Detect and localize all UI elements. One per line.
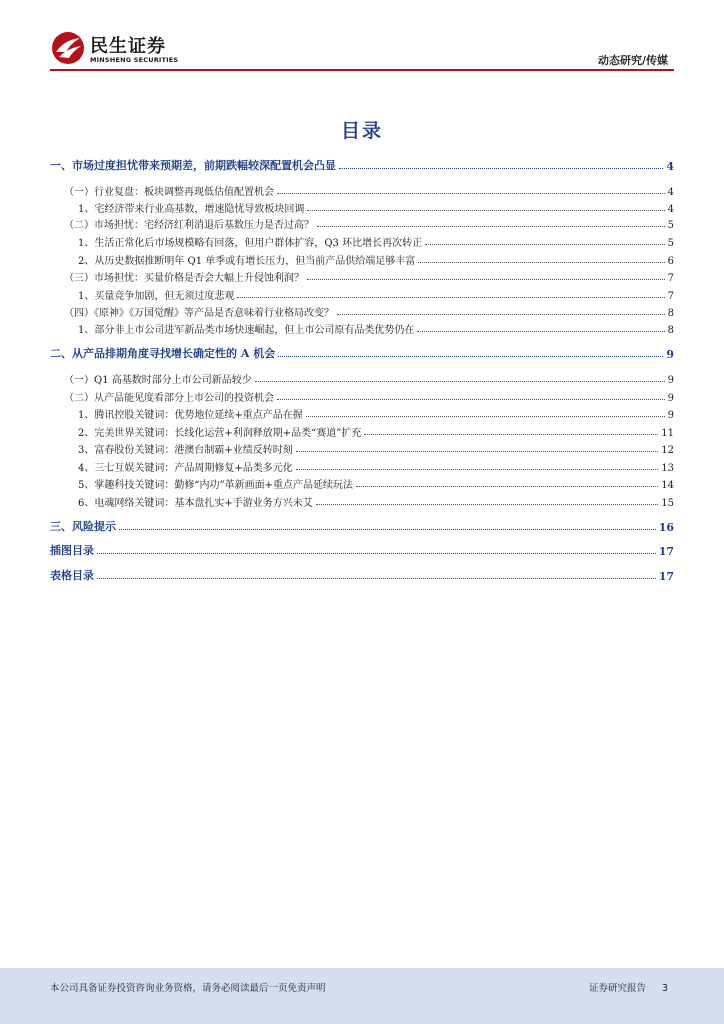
dot-leader bbox=[425, 244, 665, 245]
toc-entry-title: 插图目录 bbox=[50, 544, 94, 557]
footer-report-type: 证券研究报告 bbox=[588, 983, 646, 994]
dot-leader bbox=[337, 314, 665, 315]
header-divider bbox=[50, 69, 674, 71]
toc-entry-page: 15 bbox=[661, 498, 674, 509]
toc-entry-page: 4 bbox=[666, 160, 674, 173]
dot-leader bbox=[237, 297, 664, 298]
toc-entry-page: 13 bbox=[661, 463, 674, 474]
toc-entry[interactable] bbox=[50, 540, 674, 558]
toc-entry[interactable] bbox=[50, 318, 674, 336]
toc-entry[interactable] bbox=[50, 213, 674, 231]
toc-entry[interactable] bbox=[50, 473, 674, 491]
toc-entry-page: 4 bbox=[667, 204, 674, 215]
toc-entry-title: 三、风险提示 bbox=[50, 520, 116, 533]
dot-leader bbox=[307, 210, 664, 211]
toc-entry-page: 11 bbox=[661, 428, 674, 439]
footer-info bbox=[573, 980, 668, 994]
toc-entry[interactable] bbox=[50, 284, 674, 302]
toc-entry-page: 8 bbox=[667, 325, 674, 336]
toc-entry-page: 9 bbox=[666, 348, 674, 361]
toc-entry[interactable] bbox=[50, 301, 674, 319]
page-header bbox=[0, 0, 724, 72]
dot-leader bbox=[317, 226, 665, 227]
logo-english-text: MINSHENG SECURITIES bbox=[90, 56, 179, 64]
toc-entry[interactable] bbox=[50, 516, 674, 534]
toc-entry-page: 7 bbox=[667, 273, 674, 284]
dot-leader bbox=[296, 469, 659, 470]
toc-entry[interactable] bbox=[50, 231, 674, 249]
toc-entry[interactable] bbox=[50, 155, 674, 173]
toc-entry-page: 12 bbox=[661, 445, 674, 456]
toc-entry-title: 二、从产品排期角度寻找增长确定性的 A 机会 bbox=[50, 347, 276, 360]
toc-entry-title: 1、生活正常化后市场规模略有回落，但用户群体扩容，Q3 环比增长再次转正 bbox=[78, 238, 423, 249]
toc-entry[interactable] bbox=[50, 180, 674, 198]
toc-entry[interactable] bbox=[50, 438, 674, 456]
toc-entry-title: （二）从产品能见度看部分上市公司的投资机会 bbox=[64, 393, 274, 404]
toc-entry[interactable] bbox=[50, 249, 674, 267]
toc-entry-page: 14 bbox=[661, 480, 674, 491]
toc-entry-page: 8 bbox=[667, 308, 674, 319]
toc-entry[interactable] bbox=[50, 456, 674, 474]
toc-entry-title: 一、市场过度担忧带来预期差，前期跌幅较深配置机会凸显 bbox=[50, 159, 336, 172]
toc-entry-title: 5、掌趣科技关键词：勤修“内功”革新画面+重点产品延续玩法 bbox=[78, 480, 353, 491]
dot-leader bbox=[277, 193, 665, 194]
toc-entry[interactable] bbox=[50, 403, 674, 421]
dot-leader bbox=[97, 578, 656, 579]
dot-leader bbox=[418, 262, 664, 263]
toc-entry-title: 2、完美世界关键词：长线化运营+利润释放期+品类“赛道”扩充 bbox=[78, 428, 362, 439]
dot-leader bbox=[255, 381, 665, 382]
toc-entry-title: 2、从历史数据推断明年 Q1 单季或有增长压力，但当前产品供给端足够丰富 bbox=[78, 256, 416, 267]
toc-entry-page: 4 bbox=[667, 187, 674, 198]
toc-entry-page: 17 bbox=[658, 545, 674, 558]
toc-entry-page: 9 bbox=[667, 375, 674, 386]
toc-entry[interactable] bbox=[50, 421, 674, 439]
toc-entry-title: （二）市场担忧：宅经济红利消退后基数压力是否过高？ bbox=[64, 220, 314, 231]
toc-entry-page: 17 bbox=[658, 570, 674, 583]
dot-leader bbox=[278, 356, 663, 357]
toc-entry-title: （三）市场担忧：买量价格是否会大幅上升侵蚀利润？ bbox=[64, 273, 304, 284]
dot-leader bbox=[356, 486, 658, 487]
report-category: 动态研究/传媒 bbox=[597, 54, 668, 67]
page-title: 目录 bbox=[340, 120, 383, 142]
toc-entry[interactable] bbox=[50, 343, 674, 361]
toc-entry-title: （四）《原神》《万国觉醒》等产品是否意味着行业格局改变？ bbox=[64, 308, 334, 319]
toc-entry-title: 表格目录 bbox=[50, 569, 94, 582]
toc-entry-page: 6 bbox=[667, 256, 674, 267]
toc-entry-title: 1、买量竞争加剧，但无须过度悲观 bbox=[78, 291, 235, 302]
toc-entry[interactable] bbox=[50, 565, 674, 583]
dot-leader bbox=[306, 416, 665, 417]
toc-entry-page: 5 bbox=[667, 238, 674, 249]
toc-entry-title: （一）Q1 高基数时部分上市公司新品较少 bbox=[64, 375, 252, 386]
logo-emblem-icon bbox=[50, 30, 86, 66]
company-logo bbox=[50, 30, 220, 70]
toc-entry-title: 6、电魂网络关键词：基本盘扎实+手游业务方兴未艾 bbox=[78, 498, 313, 509]
toc-entry[interactable] bbox=[50, 491, 674, 509]
toc-entry-title: 3、富春股份关键词：港澳台制霸+业绩反转时刻 bbox=[78, 445, 293, 456]
toc-entry[interactable] bbox=[50, 266, 674, 284]
page-footer bbox=[0, 968, 724, 1024]
toc-entry-title: 1、宅经济带来行业高基数，增速隐忧导致板块回调 bbox=[78, 204, 305, 215]
dot-leader bbox=[307, 279, 665, 280]
toc-entry-page: 9 bbox=[667, 393, 674, 404]
toc-entry[interactable] bbox=[50, 386, 674, 404]
logo-chinese-text: 民生证券 bbox=[90, 36, 166, 57]
toc-entry-page: 5 bbox=[667, 220, 674, 231]
toc-entry-title: 1、部分非上市公司进军新品类市场快速崛起，但上市公司原有品类优势仍在 bbox=[78, 325, 415, 336]
toc-entry-title: 4、三七互娱关键词：产品周期修复+品类多元化 bbox=[78, 463, 293, 474]
toc-entry-title: 1、腾讯控股关键词：优势地位延续+重点产品在握 bbox=[78, 410, 303, 421]
dot-leader bbox=[316, 504, 659, 505]
dot-leader bbox=[97, 553, 656, 554]
toc-entry-title: （一）行业复盘：板块调整再现低估值配置机会 bbox=[64, 187, 274, 198]
toc-entry[interactable] bbox=[50, 368, 674, 386]
dot-leader bbox=[277, 399, 665, 400]
toc-entry-page: 7 bbox=[667, 291, 674, 302]
toc-entry-page: 16 bbox=[658, 521, 674, 534]
toc-entry-page: 9 bbox=[667, 410, 674, 421]
dot-leader bbox=[119, 529, 656, 530]
footer-page-number: 3 bbox=[661, 983, 668, 994]
dot-leader bbox=[364, 434, 658, 435]
footer-disclaimer: 本公司具备证券投资咨询业务资格，请务必阅读最后一页免责声明 bbox=[50, 983, 326, 994]
dot-leader bbox=[339, 168, 663, 169]
dot-leader bbox=[417, 331, 664, 332]
dot-leader bbox=[296, 451, 659, 452]
